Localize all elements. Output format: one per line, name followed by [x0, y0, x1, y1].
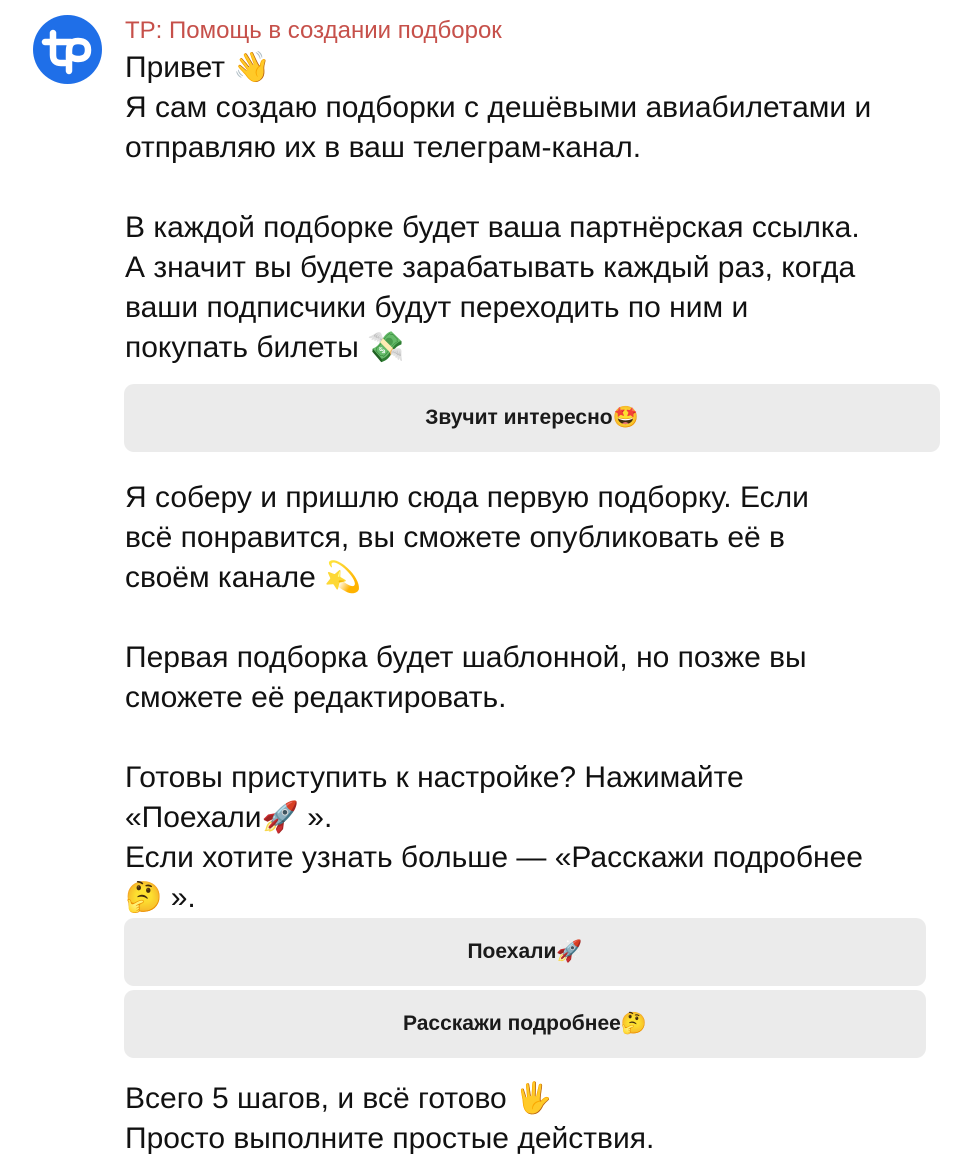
sender-name[interactable]: TP: Помощь в создании подборок: [125, 17, 502, 44]
tp-logo-icon: [33, 15, 102, 84]
message-line: Всего 5 шагов, и всё готово 🖐: [125, 1082, 553, 1115]
message-line: [125, 598, 955, 638]
message-line: Если хотите узнать больше — «Расскажи подробнее: [125, 841, 863, 874]
message-line: своём канале 💫: [125, 561, 362, 594]
message-line: Я сам создаю подборки с дешёвыми авиабилетами и: [125, 91, 872, 124]
message-line: «Поехали🚀 ».: [125, 801, 333, 834]
message-line: ваши подписчики будут переходить по ним и: [125, 291, 749, 324]
message-line: Я соберу и пришлю сюда первую подборку. Если: [125, 481, 809, 514]
message-line: В каждой подборке будет ваша партнёрская ссылка.: [125, 211, 860, 244]
message-line: отправляю их в ваш телеграм-канал.: [125, 131, 642, 164]
message-text: [125, 1079, 955, 1159]
message-line: [125, 168, 955, 208]
message-line: [125, 718, 955, 758]
message-line: покупать билеты 💸: [125, 331, 405, 364]
tell-more-button[interactable]: Расскажи подробнее🤔: [124, 990, 926, 1058]
message-line: А значит вы будете зарабатывать каждый раз, когда: [125, 251, 856, 284]
message-line: всё понравится, вы сможете опубликовать её в: [125, 521, 785, 554]
message-line: 🤔 ».: [125, 881, 196, 914]
sounds-interesting-button[interactable]: Звучит интересно🤩: [124, 384, 940, 452]
message-line: Первая подборка будет шаблонной, но позже вы: [125, 641, 807, 674]
message-line: сможете её редактировать.: [125, 681, 507, 714]
message-line: Привет 👋: [125, 51, 271, 84]
bot-avatar[interactable]: [33, 15, 102, 84]
message-text: [125, 48, 955, 368]
message-text: [125, 478, 955, 918]
message-line: Готовы приступить к настройке? Нажимайте: [125, 761, 744, 794]
lets-go-button[interactable]: Поехали🚀: [124, 918, 926, 986]
message-line: Просто выполните простые действия.: [125, 1122, 655, 1155]
